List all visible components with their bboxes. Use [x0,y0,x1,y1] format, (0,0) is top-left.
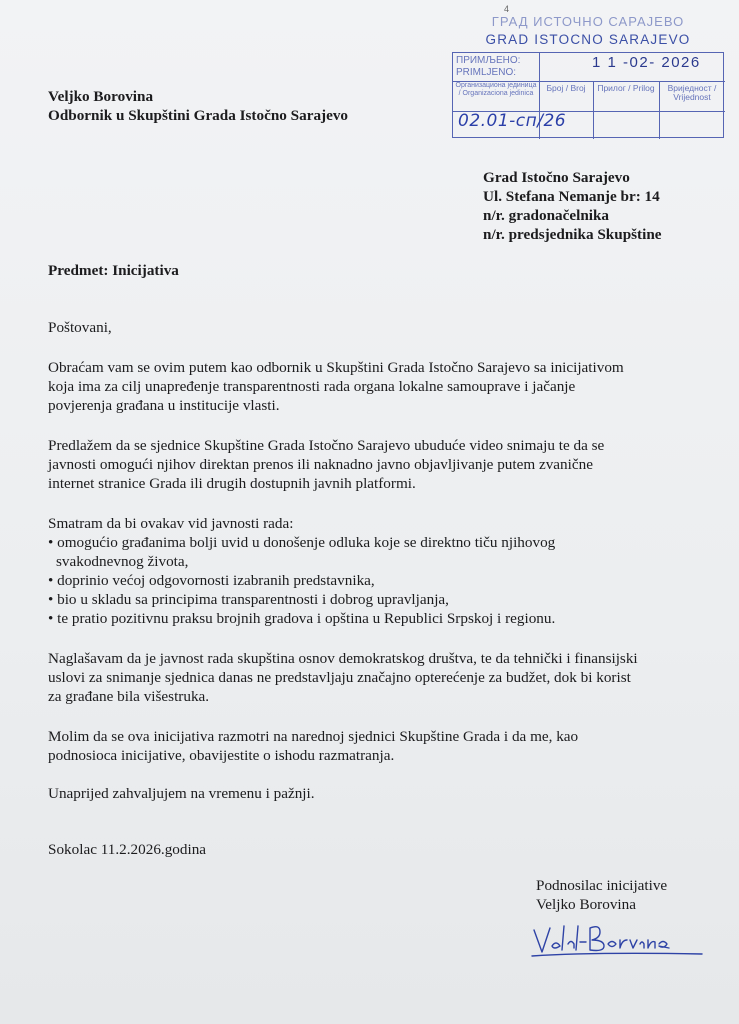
paragraph-2-line: javnosti omogući njihov direktan prenos ili naknadno javno objavljivanje putem zvanične [48,456,593,473]
recipient-line-4: n/r. predsjednika Skupštine [483,226,662,243]
recipient-line-2: Ul. Stefana Nemanje br: 14 [483,188,660,205]
bullet-item: • te pratio pozitivnu praksu brojnih gradova i opština u Republici Srpskoj i regionu. [48,610,556,627]
bullet-item-continuation: svakodnevnog života, [56,553,189,570]
paragraph-1-line: koja ima za cilj unapređenje transparentnosti rada organa lokalne samouprave i jačanje [48,378,576,395]
stamp-col-value: Вриједност / Vrijednost [667,83,717,102]
stamp-handwritten-number: 02.01-сп/26 [458,111,567,131]
paragraph-3-intro: Smatram da bi ovakav vid javnosti rada: [48,515,294,532]
subject-line: Predmet: Inicijativa [48,262,179,279]
paragraph-2-line: Predlažem da se sjednice Skupštine Grada Istočno Sarajevo ubuduće video snimaju te da se [48,437,605,454]
signatory-name: Veljko Borovina [536,896,636,913]
paragraph-2-line: internet stranice Grada ili drugih dostupnih javnih platformi. [48,475,416,492]
paragraph-4-line: za građane bila višestruka. [48,688,210,705]
recipient-line-3: n/r. gradonačelnika [483,207,610,224]
paragraph-4-line: uslovi za snimanje sjednica danas ne predstavljaju značajno opterećenje za budžet, dok bi korist [48,669,631,686]
stamp-top-mark: 4 [504,4,510,14]
signatory-label: Podnosilac inicijative [536,877,668,894]
handwritten-signature [528,918,708,965]
recipient-line-1: Grad Istočno Sarajevo [483,169,630,186]
registry-stamp [452,8,724,136]
stamp-received-label-lat: PRIMLJENO: [456,67,517,78]
bullet-item: • bio u skladu sa principima transparentnosti i dobrog upravljanja, [48,591,449,608]
stamp-col-org-unit: Организациона јединица / Organizaciona jedinica [455,82,537,97]
bullet-item: • doprinio većoj odgovornosti izabranih predstavnika, [48,572,375,589]
paragraph-5-line: Molim da se ova inicijativa razmotri na narednoj sjednici Skupštine Grada i da me, kao [48,728,579,745]
stamp-header-cyrillic: ГРАД ИСТОЧНО САРАЈЕВО [491,14,685,29]
closing-line: Unaprijed zahvaljujem na vremenu i pažnji. [48,785,315,802]
stamp-col-attachment: Прилог / Prilog [597,83,655,93]
place-and-date: Sokolac 11.2.2026.godina [48,841,207,858]
sender-name: Veljko Borovina [48,88,154,105]
stamp-header-latin: GRAD ISTOCNO SARAJEVO [485,32,691,47]
bullet-item: • omogućio građanima bolji uvid u donošenje odluka koje se direktno tiču njihovog [48,534,556,551]
paragraph-5-line: podnosioca inicijative, obavijestite o ishodu razmatranja. [48,747,395,764]
stamp-received-date: 1 1 -02- 2026 [592,54,701,71]
paragraph-4-line: Naglašavam da je javnost rada skupština osnov demokratskog društva, te da tehnički i finansijski [48,650,638,667]
stamp-received-label-cyr: ПРИМЉЕНО: [456,55,521,66]
sender-title: Odbornik u Skupštini Grada Istočno Sarajevo [48,107,349,124]
paragraph-1-line: Obraćam vam se ovim putem kao odbornik u Skupštini Grada Istočno Sarajevo sa inicijativom [48,359,624,376]
paragraph-1-line: povjerenja građana u institucije vlasti. [48,397,280,414]
salutation: Poštovani, [48,319,112,336]
stamp-col-number: Број / Broj [546,83,586,93]
